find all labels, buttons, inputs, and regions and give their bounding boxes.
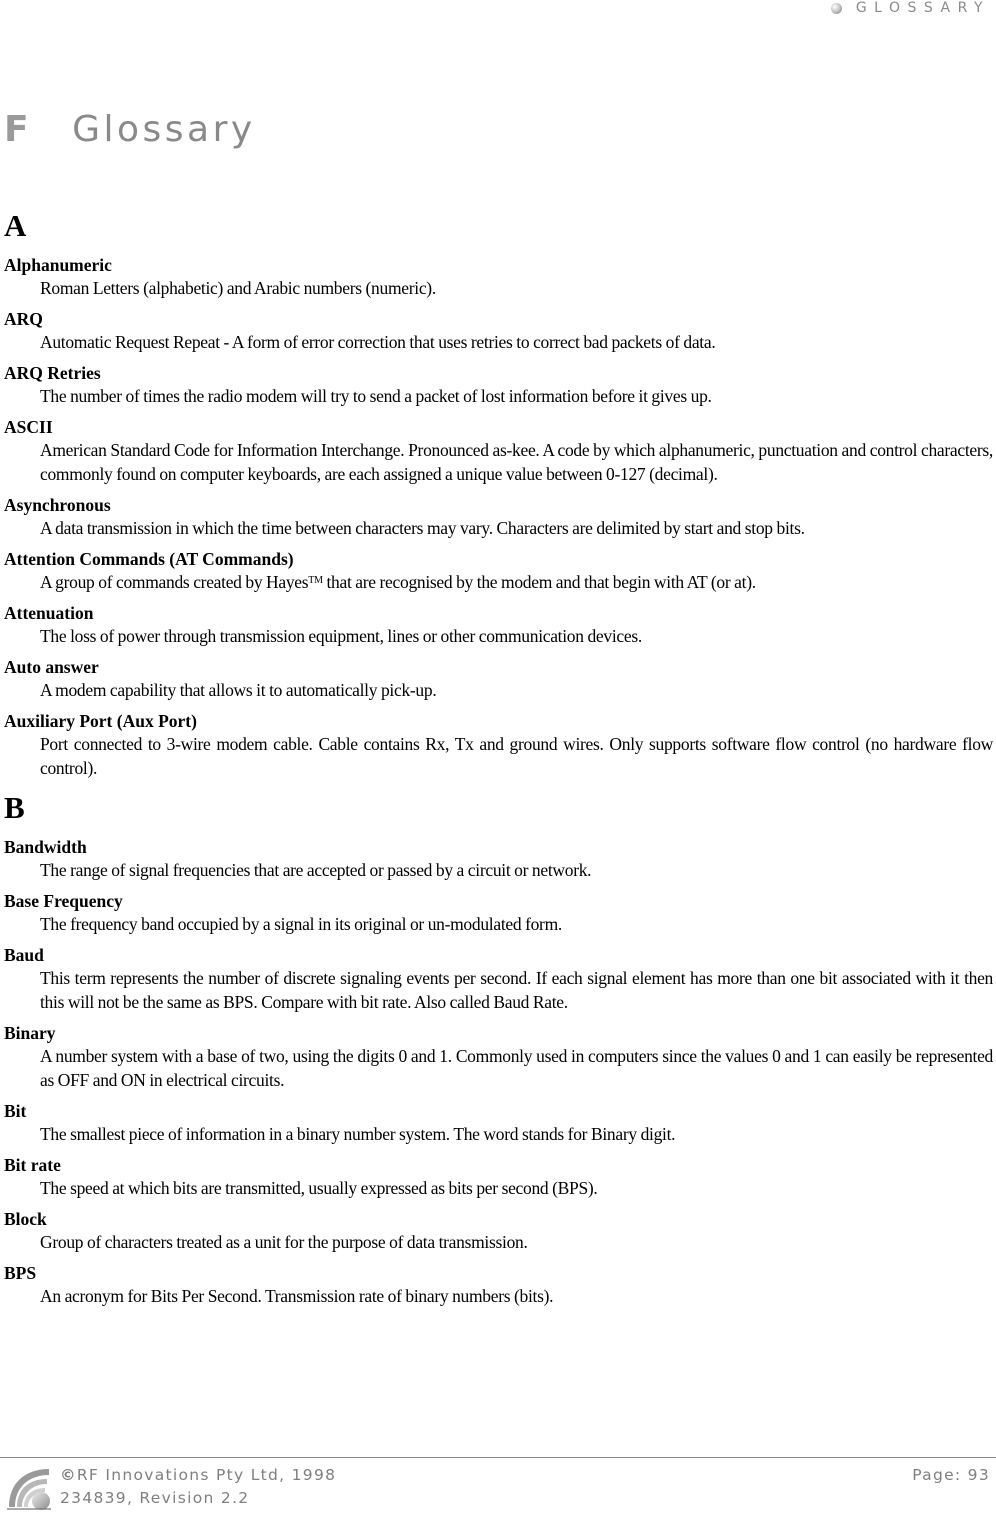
glossary-definition: A number system with a base of two, using the digits 0 and 1. Commonly used in computers since the values 0 and 1 can easily be represented as OFF and ON in electrical circuits.	[40, 1046, 993, 1090]
glossary-term: Binary	[4, 1023, 56, 1043]
glossary-term: Attenuation	[4, 603, 94, 623]
copyright-line	[60, 1466, 336, 1484]
header-section-label: GLOSSARY	[855, 0, 990, 16]
glossary-term: Baud	[4, 945, 44, 965]
appendix-title: Glossary	[72, 109, 256, 150]
glossary-definition: The frequency band occupied by a signal in its original or un-modulated form.	[40, 914, 562, 934]
glossary-term: ARQ Retries	[4, 363, 101, 383]
glossary-term: Bit	[4, 1101, 27, 1121]
glossary-content	[4, 200, 993, 1316]
definition-text: A group of commands created by Hayes	[40, 572, 309, 592]
glossary-definition: Group of characters treated as a unit for the purpose of data transmission.	[40, 1232, 528, 1252]
glossary-term: Auto answer	[4, 657, 99, 677]
definition-text: that are recognised by the modem and that begin with AT (or at).	[322, 572, 756, 592]
glossary-definition: An acronym for Bits Per Second. Transmission rate of binary numbers (bits).	[40, 1286, 554, 1306]
glossary-term: Attention Commands (AT Commands)	[4, 549, 294, 569]
glossary-term: Base Frequency	[4, 891, 123, 911]
glossary-definition: The speed at which bits are transmitted, usually expressed as bits per second (BPS).	[40, 1178, 598, 1198]
glossary-definition: Roman Letters (alphabetic) and Arabic numbers (numeric).	[40, 278, 436, 298]
glossary-term: Bandwidth	[4, 837, 87, 857]
document-revision: 234839, Revision 2.2	[60, 1489, 250, 1507]
section-heading-b: B	[4, 790, 25, 825]
section-heading-a: A	[4, 208, 27, 243]
copyright-text: RF Innovations Pty Ltd, 1998	[76, 1466, 337, 1484]
company-logo-icon	[3, 1461, 55, 1513]
trademark-superscript: TM	[308, 575, 323, 586]
glossary-term: Auxiliary Port (Aux Port)	[4, 711, 197, 731]
glossary-term: Alphanumeric	[4, 255, 112, 275]
glossary-definition	[40, 570, 993, 594]
glossary-definition: The range of signal frequencies that are accepted or passed by a circuit or network.	[40, 860, 592, 880]
page-title	[4, 108, 256, 152]
glossary-term: ARQ	[4, 309, 43, 329]
running-header	[831, 0, 990, 18]
bullet-icon	[831, 3, 842, 14]
copyright-symbol: ©	[60, 1466, 77, 1484]
glossary-definition: This term represents the number of discrete signaling events per second. If each signal element has more than one bit associated with it then this will not be the same as BPS. Compare with bit rate. Also called Baud Rate.	[40, 968, 993, 1012]
glossary-term: ASCII	[4, 417, 53, 437]
glossary-definition: The smallest piece of information in a binary number system. The word stands for Binary digit.	[40, 1124, 676, 1144]
glossary-definition: The number of times the radio modem will try to send a packet of lost information before it gives up.	[40, 386, 712, 406]
footer-divider	[0, 1457, 996, 1458]
glossary-term: Bit rate	[4, 1155, 61, 1175]
glossary-term: Block	[4, 1209, 47, 1229]
glossary-term: Asynchronous	[4, 495, 111, 515]
glossary-definition: Automatic Request Repeat - A form of error correction that uses retries to correct bad packets of data.	[40, 332, 716, 352]
glossary-term: BPS	[4, 1263, 37, 1283]
page-footer	[0, 1457, 996, 1515]
glossary-definition: American Standard Code for Information Interchange. Pronounced as-kee. A code by which alphanumeric, punctuation and control characters, commonly found on computer keyboards, are each assigned a unique value between 0-127 (decimal).	[40, 440, 993, 484]
glossary-definition: The loss of power through transmission equipment, lines or other communication devices.	[40, 626, 642, 646]
glossary-definition: Port connected to 3-wire modem cable. Cable contains Rx, Tx and ground wires. Only supports software flow control (no hardware flow control).	[40, 734, 993, 778]
glossary-definition: A modem capability that allows it to automatically pick-up.	[40, 680, 437, 700]
appendix-letter: F	[4, 109, 33, 150]
page-number: Page: 93	[912, 1466, 990, 1484]
glossary-definition: A data transmission in which the time between characters may vary. Characters are delimited by start and stop bits.	[40, 518, 805, 538]
